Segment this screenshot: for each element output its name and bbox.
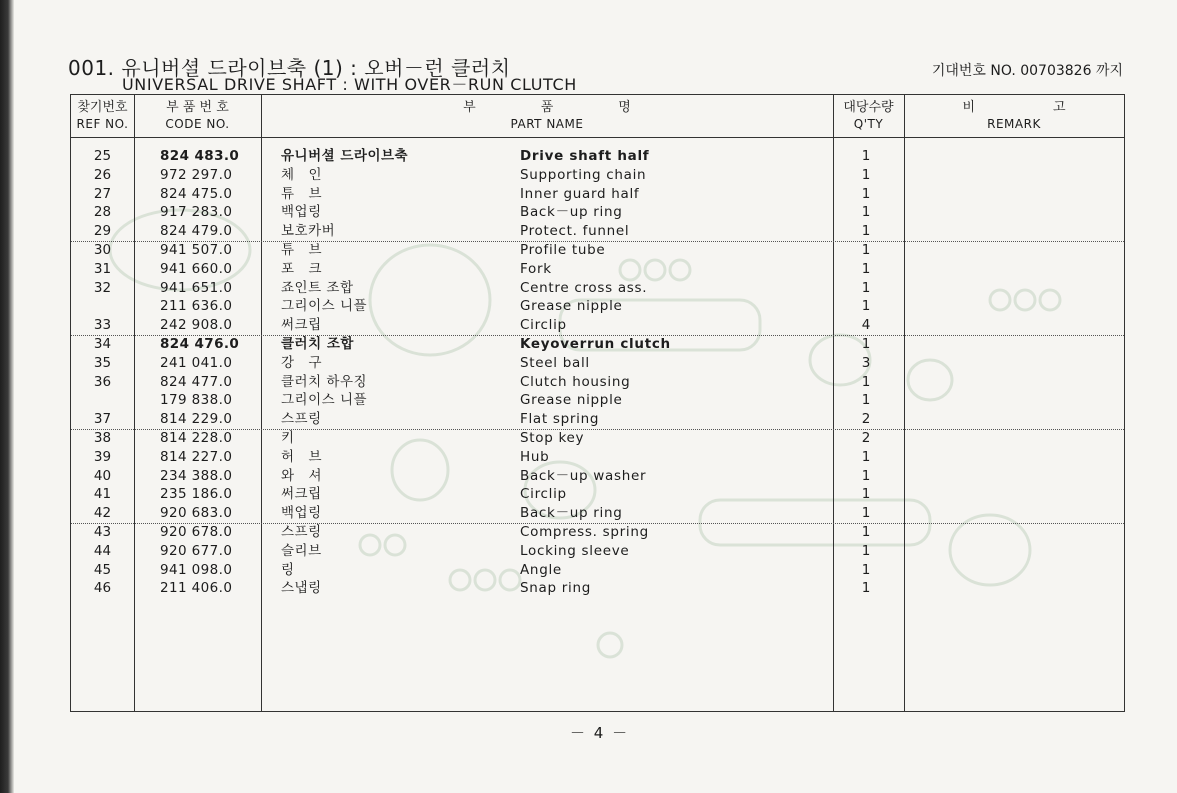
part-name-english-cell: Clutch housing bbox=[520, 373, 631, 390]
header-qty-en: Q'TY bbox=[853, 117, 884, 131]
part-name-korean-cell: 스프링 bbox=[281, 523, 322, 540]
quantity-cell: 1 bbox=[861, 166, 871, 183]
code-no-cell: 941 651.0 bbox=[160, 279, 233, 296]
code-no-cell: 235 186.0 bbox=[160, 486, 233, 503]
part-name-english-cell: Protect. funnel bbox=[520, 223, 630, 240]
parts-table bbox=[70, 94, 1125, 712]
table-row bbox=[71, 485, 1124, 504]
table-row bbox=[71, 241, 1124, 260]
part-name-korean-cell: 와 셔 bbox=[281, 467, 323, 484]
table-row bbox=[71, 429, 1124, 448]
part-name-korean-cell: 튜 브 bbox=[281, 241, 323, 258]
code-no-cell: 814 229.0 bbox=[160, 411, 233, 428]
quantity-cell: 1 bbox=[861, 279, 871, 296]
code-no-cell: 920 683.0 bbox=[160, 505, 233, 522]
part-name-english-cell: Stop key bbox=[520, 429, 585, 446]
header-name-ko: 부 품 명 bbox=[463, 100, 631, 115]
ref-no-cell: 36 bbox=[93, 373, 112, 390]
part-name-english-cell: Steel ball bbox=[520, 354, 590, 371]
part-name-english-cell: Drive shaft half bbox=[520, 148, 650, 164]
part-name-korean-cell: 죠인트 조합 bbox=[281, 279, 354, 296]
ref-no-cell: 40 bbox=[93, 467, 112, 484]
quantity-cell: 1 bbox=[861, 486, 871, 503]
ref-no-cell: 37 bbox=[93, 411, 112, 428]
part-name-korean-cell: 유니버셜 드라이브축 bbox=[281, 148, 409, 164]
header-remark bbox=[904, 99, 1124, 133]
part-name-korean-cell: 클러치 하우징 bbox=[281, 373, 368, 390]
header-code-ko: 부 품 번 호 bbox=[166, 100, 229, 115]
part-name-english-cell: Keyoverrun clutch bbox=[520, 335, 671, 352]
header-quantity bbox=[833, 99, 904, 133]
table-row bbox=[71, 391, 1124, 410]
quantity-cell: 1 bbox=[861, 542, 871, 559]
quantity-cell: 1 bbox=[861, 467, 871, 484]
parts-list bbox=[71, 147, 1124, 598]
part-name-english-cell: Circlip bbox=[520, 486, 567, 503]
quantity-cell: 1 bbox=[861, 392, 871, 409]
page-title-english: UNIVERSAL DRIVE SHAFT : WITH OVER－RUN CLUTCH bbox=[122, 75, 577, 94]
part-name-english-cell: Hub bbox=[520, 448, 550, 465]
part-name-korean-cell: 체 인 bbox=[281, 166, 323, 183]
code-no-cell: 211 636.0 bbox=[160, 298, 233, 315]
quantity-cell: 1 bbox=[861, 523, 871, 540]
part-name-korean-cell: 클러치 조합 bbox=[281, 335, 354, 352]
ref-no-cell: 31 bbox=[93, 260, 112, 277]
ref-no-cell: 39 bbox=[93, 448, 112, 465]
code-no-cell: 234 388.0 bbox=[160, 467, 233, 484]
part-name-korean-cell: 스프링 bbox=[281, 411, 322, 428]
part-name-english-cell: Fork bbox=[520, 260, 552, 277]
part-name-korean-cell: 써크립 bbox=[281, 486, 322, 503]
ref-no-cell: 43 bbox=[93, 523, 112, 540]
table-row bbox=[71, 561, 1124, 580]
part-name-english-cell: Back－up ring bbox=[520, 505, 623, 522]
part-name-english-cell: Inner guard half bbox=[520, 185, 640, 202]
code-no-cell: 941 098.0 bbox=[160, 561, 233, 578]
quantity-cell: 1 bbox=[861, 148, 871, 164]
table-row bbox=[71, 222, 1124, 241]
header-remark-en: REMARK bbox=[987, 117, 1041, 131]
quantity-cell: 1 bbox=[861, 448, 871, 465]
header-part-name bbox=[261, 99, 833, 133]
table-row bbox=[71, 297, 1124, 316]
part-name-english-cell: Locking sleeve bbox=[520, 542, 630, 559]
ref-no-cell: 34 bbox=[93, 335, 112, 352]
code-no-cell: 242 908.0 bbox=[160, 317, 233, 334]
header-ref-ko: 찾기번호 bbox=[77, 100, 128, 115]
code-no-cell: 824 479.0 bbox=[160, 223, 233, 240]
ref-no-cell: 42 bbox=[93, 505, 112, 522]
table-row bbox=[71, 185, 1124, 204]
part-name-korean-cell: 백업링 bbox=[281, 204, 322, 221]
page-title-korean: 001. 유니버셜 드라이브축 (1) : 오버－런 클러치 bbox=[68, 56, 511, 80]
table-row bbox=[71, 147, 1124, 166]
code-no-cell: 824 476.0 bbox=[160, 335, 240, 352]
ref-no-cell: 45 bbox=[93, 561, 112, 578]
serial-number-note: 기대번호 NO. 00703826 까지 bbox=[931, 63, 1123, 79]
header-name-en: PART NAME bbox=[510, 117, 584, 131]
quantity-cell: 2 bbox=[861, 429, 871, 446]
table-row bbox=[71, 316, 1124, 335]
part-name-english-cell: Angle bbox=[520, 561, 562, 578]
ref-no-cell: 32 bbox=[93, 279, 112, 296]
ref-no-cell: 30 bbox=[93, 241, 112, 258]
part-name-english-cell: Compress. spring bbox=[520, 523, 649, 540]
part-name-korean-cell: 슬리브 bbox=[281, 542, 322, 559]
code-no-cell: 972 297.0 bbox=[160, 166, 233, 183]
part-name-korean-cell: 허 브 bbox=[281, 448, 323, 465]
header-code-no bbox=[134, 99, 261, 133]
part-name-english-cell: Snap ring bbox=[520, 580, 591, 597]
header-qty-ko: 대당수량 bbox=[843, 100, 894, 115]
table-row bbox=[71, 504, 1124, 523]
quantity-cell: 1 bbox=[861, 580, 871, 597]
table-row bbox=[71, 410, 1124, 429]
quantity-cell: 1 bbox=[861, 561, 871, 578]
code-no-cell: 211 406.0 bbox=[160, 580, 233, 597]
code-no-cell: 814 228.0 bbox=[160, 429, 233, 446]
ref-no-cell: 35 bbox=[93, 354, 112, 371]
part-name-korean-cell: 포 크 bbox=[281, 260, 323, 277]
part-name-english-cell: Centre cross ass. bbox=[520, 279, 648, 296]
code-no-cell: 824 477.0 bbox=[160, 373, 233, 390]
quantity-cell: 1 bbox=[861, 373, 871, 390]
table-row bbox=[71, 542, 1124, 561]
code-no-cell: 941 507.0 bbox=[160, 241, 233, 258]
ref-no-cell: 38 bbox=[93, 429, 112, 446]
quantity-cell: 3 bbox=[861, 354, 871, 371]
part-name-english-cell: Flat spring bbox=[520, 411, 600, 428]
table-row bbox=[71, 354, 1124, 373]
table-row bbox=[71, 523, 1124, 542]
quantity-cell: 1 bbox=[861, 335, 871, 352]
code-no-cell: 241 041.0 bbox=[160, 354, 233, 371]
quantity-cell: 1 bbox=[861, 298, 871, 315]
part-name-english-cell: Grease nipple bbox=[520, 392, 623, 409]
part-name-korean-cell: 써크립 bbox=[281, 317, 322, 334]
code-no-cell: 941 660.0 bbox=[160, 260, 233, 277]
part-name-korean-cell: 백업링 bbox=[281, 505, 322, 522]
part-name-korean-cell: 보호카버 bbox=[281, 223, 336, 240]
table-row bbox=[71, 579, 1124, 598]
part-name-korean-cell: 스냅링 bbox=[281, 580, 322, 597]
code-no-cell: 920 678.0 bbox=[160, 523, 233, 540]
part-name-korean-cell: 튜 브 bbox=[281, 185, 323, 202]
ref-no-cell: 41 bbox=[93, 486, 112, 503]
code-no-cell: 824 483.0 bbox=[160, 148, 240, 164]
ref-no-cell: 26 bbox=[93, 166, 112, 183]
quantity-cell: 1 bbox=[861, 204, 871, 221]
table-row bbox=[71, 335, 1124, 354]
page-number: － 4 － bbox=[570, 724, 630, 742]
part-name-korean-cell: 링 bbox=[281, 561, 295, 578]
part-name-english-cell: Supporting chain bbox=[520, 166, 647, 183]
ref-no-cell: 27 bbox=[93, 185, 112, 202]
part-name-english-cell: Back－up ring bbox=[520, 204, 623, 221]
part-name-korean-cell: 그리이스 니플 bbox=[281, 392, 368, 409]
table-row bbox=[71, 279, 1124, 298]
part-name-korean-cell: 키 bbox=[281, 429, 295, 446]
quantity-cell: 1 bbox=[861, 223, 871, 240]
quantity-cell: 1 bbox=[861, 185, 871, 202]
quantity-cell: 1 bbox=[861, 505, 871, 522]
table-row bbox=[71, 203, 1124, 222]
part-name-english-cell: Circlip bbox=[520, 317, 567, 334]
code-no-cell: 179 838.0 bbox=[160, 392, 233, 409]
table-row bbox=[71, 166, 1124, 185]
page-binding-edge bbox=[0, 0, 14, 793]
ref-no-cell: 46 bbox=[93, 580, 112, 597]
code-no-cell: 814 227.0 bbox=[160, 448, 233, 465]
part-name-english-cell: Profile tube bbox=[520, 241, 606, 258]
quantity-cell: 1 bbox=[861, 260, 871, 277]
ref-no-cell: 28 bbox=[93, 204, 112, 221]
header-separator bbox=[71, 137, 1124, 138]
code-no-cell: 824 475.0 bbox=[160, 185, 233, 202]
part-name-english-cell: Grease nipple bbox=[520, 298, 623, 315]
table-row bbox=[71, 260, 1124, 279]
ref-no-cell: 44 bbox=[93, 542, 112, 559]
part-name-korean-cell: 강 구 bbox=[281, 354, 323, 371]
code-no-cell: 920 677.0 bbox=[160, 542, 233, 559]
quantity-cell: 2 bbox=[861, 411, 871, 428]
ref-no-cell: 29 bbox=[93, 223, 112, 240]
quantity-cell: 4 bbox=[861, 317, 871, 334]
quantity-cell: 1 bbox=[861, 241, 871, 258]
header-code-en: CODE NO. bbox=[165, 117, 230, 131]
ref-no-cell: 33 bbox=[93, 317, 112, 334]
table-row bbox=[71, 373, 1124, 392]
part-name-english-cell: Back－up washer bbox=[520, 467, 647, 484]
ref-no-cell: 25 bbox=[93, 148, 112, 164]
table-row bbox=[71, 467, 1124, 486]
header-ref-en: REF NO. bbox=[76, 117, 129, 131]
header-ref-no bbox=[71, 99, 134, 133]
part-name-korean-cell: 그리이스 니플 bbox=[281, 298, 368, 315]
header-remark-ko: 비 고 bbox=[962, 100, 1066, 115]
code-no-cell: 917 283.0 bbox=[160, 204, 233, 221]
table-row bbox=[71, 448, 1124, 467]
